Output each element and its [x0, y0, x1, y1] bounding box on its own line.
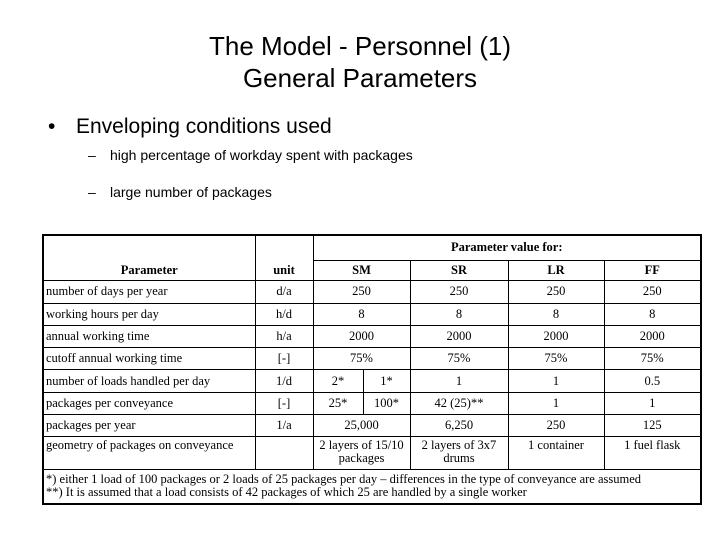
- ff-cell: 0.5: [604, 370, 701, 392]
- ff-cell: 75%: [604, 348, 701, 370]
- bullet-dot: •: [48, 115, 56, 138]
- header-lr: LR: [508, 260, 604, 280]
- sm-cell-a: 25*: [313, 392, 363, 414]
- table-row: [43, 348, 701, 370]
- sm-cell-a: 2*: [313, 370, 363, 392]
- ff-cell: 250: [604, 281, 701, 303]
- table-row: [43, 392, 701, 414]
- parameter-table: [42, 234, 702, 505]
- bullet-main: [48, 115, 332, 139]
- header-parameter: Parameter: [43, 235, 255, 281]
- unit-cell: [-]: [255, 348, 313, 370]
- param-cell: number of days per year: [43, 281, 255, 303]
- unit-cell: 1/a: [255, 415, 313, 437]
- sr-cell: 6,250: [410, 415, 508, 437]
- table-row: [43, 437, 701, 469]
- lr-cell: 75%: [508, 348, 604, 370]
- table-row: [43, 303, 701, 325]
- ff-cell: 1: [604, 392, 701, 414]
- sub-bullet-1: [88, 147, 413, 163]
- sm-cell-b: 1*: [363, 370, 410, 392]
- param-cell: packages per year: [43, 415, 255, 437]
- table-row: [43, 281, 701, 303]
- unit-cell: h/a: [255, 325, 313, 347]
- header-ff: FF: [604, 260, 701, 280]
- param-cell: working hours per day: [43, 303, 255, 325]
- sr-cell: 75%: [410, 348, 508, 370]
- param-cell: number of loads handled per day: [43, 370, 255, 392]
- footnote-1: *) either 1 load of 100 packages or 2 loads of 25 packages per day – differences in the type of conveyance are assumed: [46, 472, 642, 487]
- table-header-row: [43, 235, 701, 260]
- sm-cell: 75%: [313, 348, 410, 370]
- param-cell: geometry of packages on conveyance: [43, 437, 255, 469]
- lr-cell: 2000: [508, 325, 604, 347]
- lr-cell: 1: [508, 392, 604, 414]
- sub-bullet-2: [88, 184, 272, 200]
- table-notes: [43, 469, 701, 504]
- lr-cell: 8: [508, 303, 604, 325]
- ff-cell: 125: [604, 415, 701, 437]
- sr-cell: 2 layers of 3x7 drums: [410, 437, 508, 469]
- sr-cell: 2000: [410, 325, 508, 347]
- title-line-2: General Parameters: [242, 63, 478, 93]
- unit-cell: h/d: [255, 303, 313, 325]
- unit-cell: 1/d: [255, 370, 313, 392]
- sm-cell-b: 100*: [363, 392, 410, 414]
- sm-cell: 250: [313, 281, 410, 303]
- sub-bullet-dash: –: [88, 184, 96, 200]
- header-sm: SM: [313, 260, 410, 280]
- param-cell: annual working time: [43, 325, 255, 347]
- sub-bullet-text: large number of packages: [110, 184, 272, 200]
- lr-cell: 250: [508, 281, 604, 303]
- header-group: Parameter value for:: [313, 235, 701, 260]
- unit-cell: [-]: [255, 392, 313, 414]
- lr-cell: 1 container: [508, 437, 604, 469]
- sr-cell: 250: [410, 281, 508, 303]
- sm-cell: 2 layers of 15/10 packages: [313, 437, 410, 469]
- sm-cell: 25,000: [313, 415, 410, 437]
- lr-cell: 1: [508, 370, 604, 392]
- header-sr: SR: [410, 260, 508, 280]
- sm-cell: 8: [313, 303, 410, 325]
- table-row: [43, 325, 701, 347]
- param-cell: packages per conveyance: [43, 392, 255, 414]
- title-line-1: The Model - Personnel (1): [208, 31, 512, 61]
- bullet-text: Enveloping conditions used: [76, 115, 332, 138]
- unit-cell: [255, 437, 313, 469]
- header-unit: unit: [255, 235, 313, 281]
- ff-cell: 8: [604, 303, 701, 325]
- sub-bullet-dash: –: [88, 147, 96, 163]
- sub-bullet-text: high percentage of workday spent with packages: [110, 147, 413, 163]
- param-cell: cutoff annual working time: [43, 348, 255, 370]
- sr-cell: 42 (25)**: [410, 392, 508, 414]
- ff-cell: 1 fuel flask: [604, 437, 701, 469]
- sr-cell: 8: [410, 303, 508, 325]
- unit-cell: d/a: [255, 281, 313, 303]
- sm-cell: 2000: [313, 325, 410, 347]
- table-row: [43, 370, 701, 392]
- table-notes-row: [43, 469, 701, 504]
- footnote-2: **) It is assumed that a load consists of 42 packages of which 25 are handled by a single worker: [46, 485, 527, 500]
- lr-cell: 250: [508, 415, 604, 437]
- sr-cell: 1: [410, 370, 508, 392]
- table-row: [43, 415, 701, 437]
- slide-title: [0, 30, 720, 94]
- ff-cell: 2000: [604, 325, 701, 347]
